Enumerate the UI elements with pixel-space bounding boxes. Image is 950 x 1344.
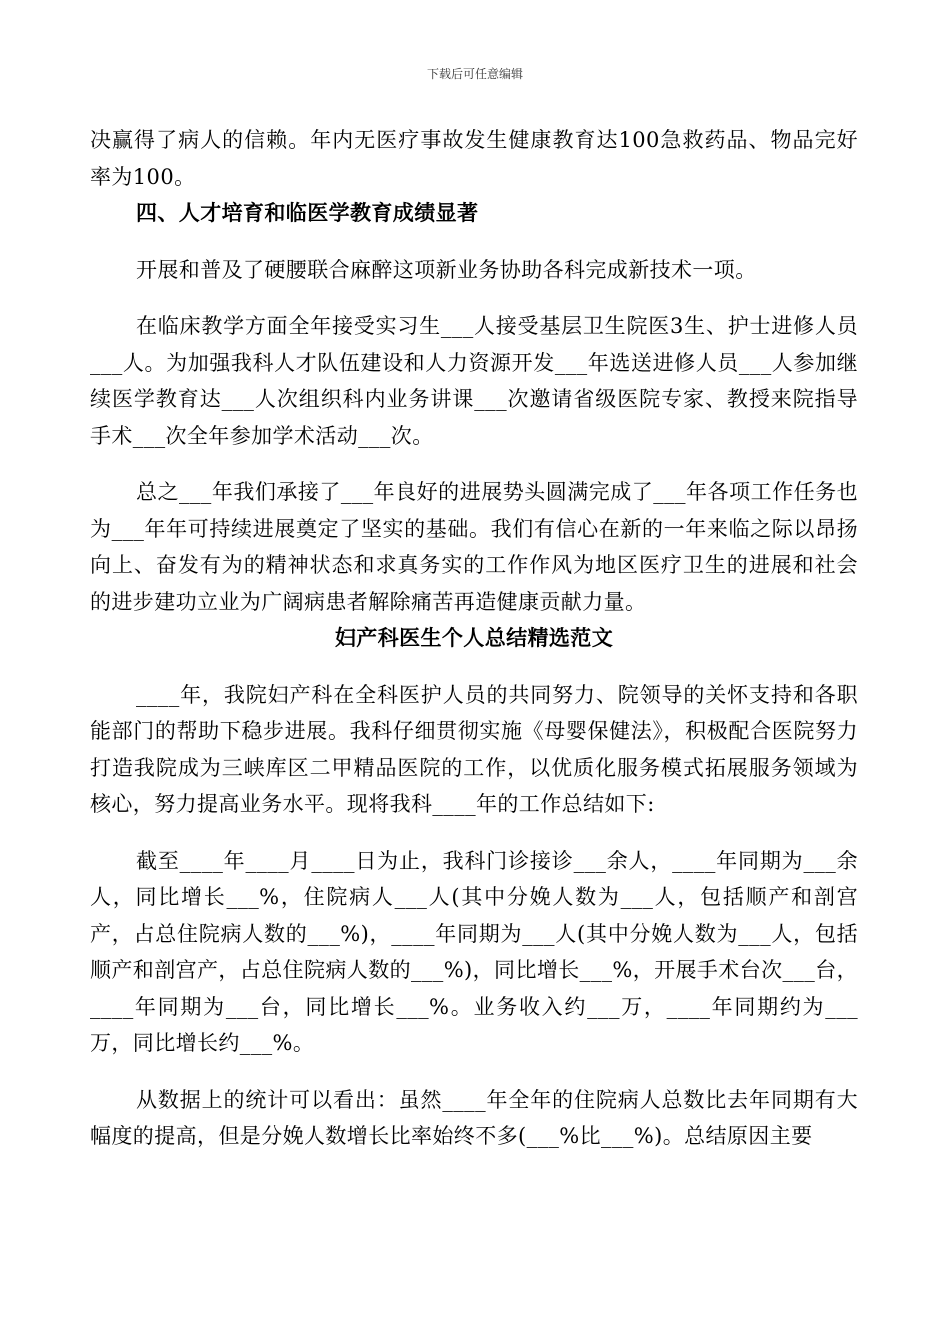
page-header: 下载后可任意编辑 xyxy=(426,67,523,81)
paragraph-intro: ____年，我院妇产科在全科医护人员的共同努力、院领导的关怀支持和各职能部门的帮助下稳步进展。我科仔细贯彻实施《母婴保健法》，积极配合医院努力打造我院成为三峡库区二甲精品医院的工作，以优质化服务模式拓展服务领域为核心，努力提高业务水平。现将我科____年的工作总结如下: xyxy=(90,682,858,816)
paragraph-analysis: 从数据上的统计可以看出：虽然____年全年的住院病人总数比去年同期有大幅度的提高，但是分娩人数增长比率始终不多(___%比___%)。总结原因主要 xyxy=(90,1087,858,1148)
paragraph-clinical-teaching: 在临床教学方面全年接受实习生___人接受基层卫生院医3生、护士进修人员___人。为加强我科人才队伍建设和人力资源开发___年选送进修人员___人参加继续医学教育达___人次组织科内业务讲课___次邀请省级医院专家、教授来院指导手术___次全年参加学术活动___次。 xyxy=(90,314,858,448)
paragraph-new-business: 开展和普及了硬腰联合麻醉这项新业务协助各科完成新技术一项。 xyxy=(136,257,757,282)
document-body xyxy=(90,122,858,1155)
paragraph-continuation: 决赢得了病人的信赖。年内无医疗事故发生健康教育达100急救药品、物品完好率为100。 xyxy=(90,128,858,189)
section-heading-talent: 四、人才培育和临医学教育成绩显著 xyxy=(136,200,479,225)
paragraph-conclusion: 总之___年我们承接了___年良好的进展势头圆满完成了___年各项工作任务也为___年年可持续进展奠定了坚实的基础。我们有信心在新的一年来临之际以昂扬向上、奋发有为的精神状态和求真务实的工作作风为地区医疗卫生的进展和社会的进步建功立业为广阔病患者解除痛苦再造健康贡献力量。 xyxy=(90,480,858,614)
paragraph-statistics: 截至____年____月____日为止，我科门诊接诊___余人，____年同期为___余人，同比增长___%，住院病人___人(其中分娩人数为___人，包括顺产和剖宫产，占总住院病人数的___%)，____年同期为___人(其中分娩人数为___人，包括顺产和剖宫产，占总住院病人数的___%)，同比增长___%，开展手术台次___台，____年同期为___台，同比增长___%。业务收入约___万，____年同期约为___万，同比增长约___%。 xyxy=(90,848,858,1055)
document-title: 妇产科医生个人总结精选范文 xyxy=(334,625,614,650)
